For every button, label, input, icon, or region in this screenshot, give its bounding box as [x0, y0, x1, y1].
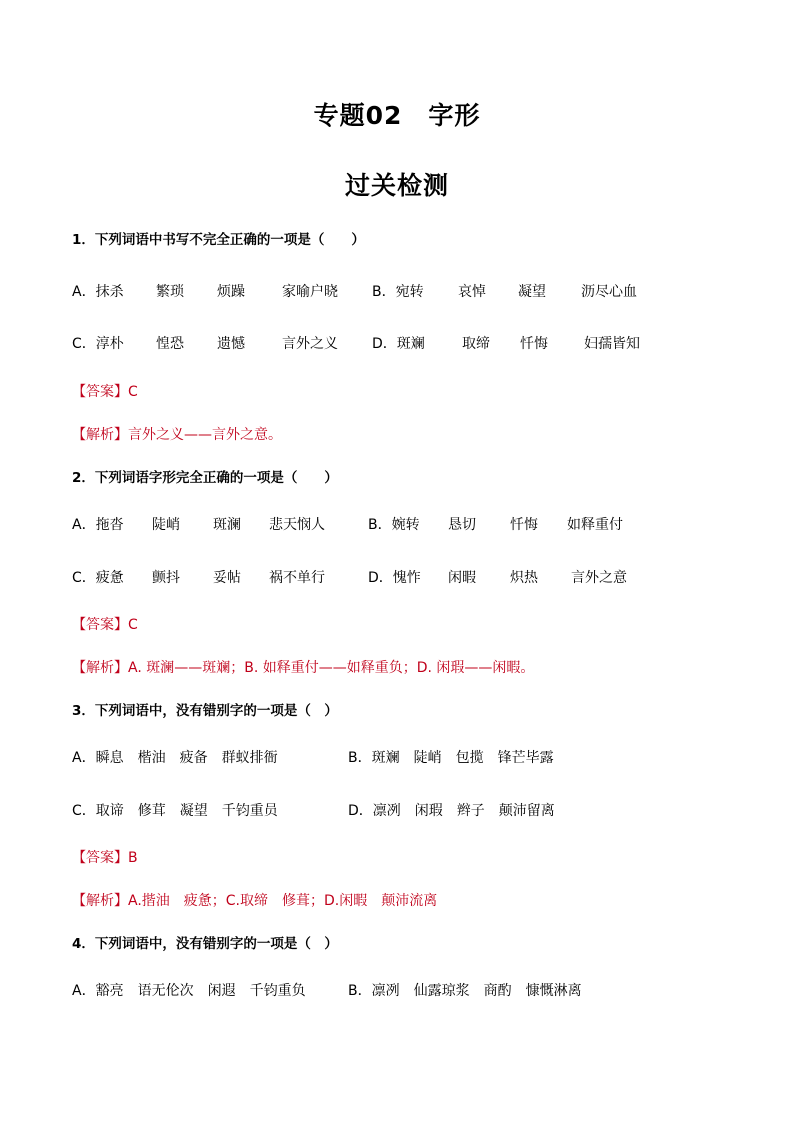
question-4-options-row-1: [72, 980, 732, 1000]
analysis-text: 言外之义——言外之意。: [128, 427, 282, 443]
option-d-word-3: 炽热: [510, 570, 538, 586]
option-d-word-2: 取缔: [462, 336, 490, 352]
answer-value: C: [128, 617, 138, 633]
option-d-word-3: 忏悔: [520, 336, 548, 352]
analysis-text: A. 斑澜——斑斓；B. 如释重付——如释重负；D. 闲瑕——闲暇。: [128, 660, 535, 676]
option-a: A．瞬息 楷油 疲备 群蚁排衙: [72, 750, 278, 766]
analysis-label: 【解析】: [72, 660, 128, 676]
question-2-answer: [72, 614, 138, 634]
option-b: B．斑斓 陡峭 包揽 锋芒毕露: [348, 750, 554, 766]
option-d: D．凛冽 闲瑕 辫子 颠沛留离: [348, 803, 555, 819]
question-1-answer: [72, 381, 138, 401]
option-c-word-3: 妥帖: [213, 570, 241, 586]
option-b-word-4: 沥尽心血: [581, 284, 637, 300]
answer-value: C: [128, 384, 138, 400]
option-b-word-3: 凝望: [518, 284, 546, 300]
option-a-word-3: 烦躁: [217, 284, 245, 300]
option-b-word-2: 恳切: [448, 517, 476, 533]
option-b-word-4: 如释重付: [567, 517, 623, 533]
question-2-stem: 2．下列词语字形完全正确的一项是（ ）: [72, 470, 338, 486]
question-3-options-row-1: [72, 747, 732, 767]
option-b-word-2: 哀悼: [458, 284, 486, 300]
option-a: A．豁亮 语无伦次 闲遐 千钧重负: [72, 983, 306, 999]
analysis-label: 【解析】: [72, 893, 128, 909]
option-c: C．疲惫: [72, 570, 124, 586]
answer-label: 【答案】: [72, 384, 128, 400]
option-c-word-4: 言外之义: [282, 336, 338, 352]
question-3-answer: [72, 847, 138, 867]
question-3-analysis: [72, 890, 437, 910]
question-2-analysis: [72, 657, 534, 677]
option-b: B．宛转: [372, 284, 424, 300]
option-c-word-2: 惶恐: [156, 336, 184, 352]
option-c-word-3: 遗憾: [217, 336, 245, 352]
option-c: C．取谛 修茸 凝望 千钧重员: [72, 803, 278, 819]
question-1-options-row-2: [72, 333, 732, 353]
answer-value: B: [128, 850, 138, 866]
option-a-word-2: 陡峭: [152, 517, 180, 533]
question-1-options-row-1: [72, 281, 732, 301]
question-2-options-row-1: [72, 514, 732, 534]
option-d: D．斑斓: [372, 336, 425, 352]
option-a-word-4: 家喻户晓: [282, 284, 338, 300]
option-d-word-2: 闲暇: [448, 570, 476, 586]
analysis-label: 【解析】: [72, 427, 128, 443]
question-1-stem: 1．下列词语中书写不完全正确的一项是（ ）: [72, 232, 365, 248]
option-d-word-4: 言外之意: [571, 570, 627, 586]
question-3-options-row-2: [72, 800, 732, 820]
question-1-analysis: [72, 424, 282, 444]
option-a: A．抹杀: [72, 284, 124, 300]
option-a-word-3: 斑澜: [213, 517, 241, 533]
option-d-word-4: 妇孺皆知: [584, 336, 640, 352]
question-2-options-row-2: [72, 567, 732, 587]
answer-label: 【答案】: [72, 617, 128, 633]
answer-label: 【答案】: [72, 850, 128, 866]
option-b: B．婉转: [368, 517, 420, 533]
question-4-stem: 4．下列词语中，没有错别字的一项是（ ）: [72, 936, 338, 952]
analysis-text: A.揩油 疲惫；C.取缔 修葺；D.闲暇 颠沛流离: [128, 893, 438, 909]
option-b: B．凛冽 仙露琼浆 商酌 慷慨淋离: [348, 983, 582, 999]
option-a-word-4: 悲天悯人: [269, 517, 325, 533]
option-a-word-2: 繁琐: [156, 284, 184, 300]
question-3-stem: 3．下列词语中，没有错别字的一项是（ ）: [72, 703, 338, 719]
option-c-word-4: 祸不单行: [269, 570, 325, 586]
document-title: 专题02 字形: [313, 101, 481, 130]
option-d: D．愧怍: [368, 570, 421, 586]
document-subtitle: 过关检测: [344, 171, 449, 200]
option-c: C．淳朴: [72, 336, 124, 352]
option-c-word-2: 颤抖: [152, 570, 180, 586]
option-a: A．拖沓: [72, 517, 124, 533]
option-b-word-3: 忏悔: [510, 517, 538, 533]
